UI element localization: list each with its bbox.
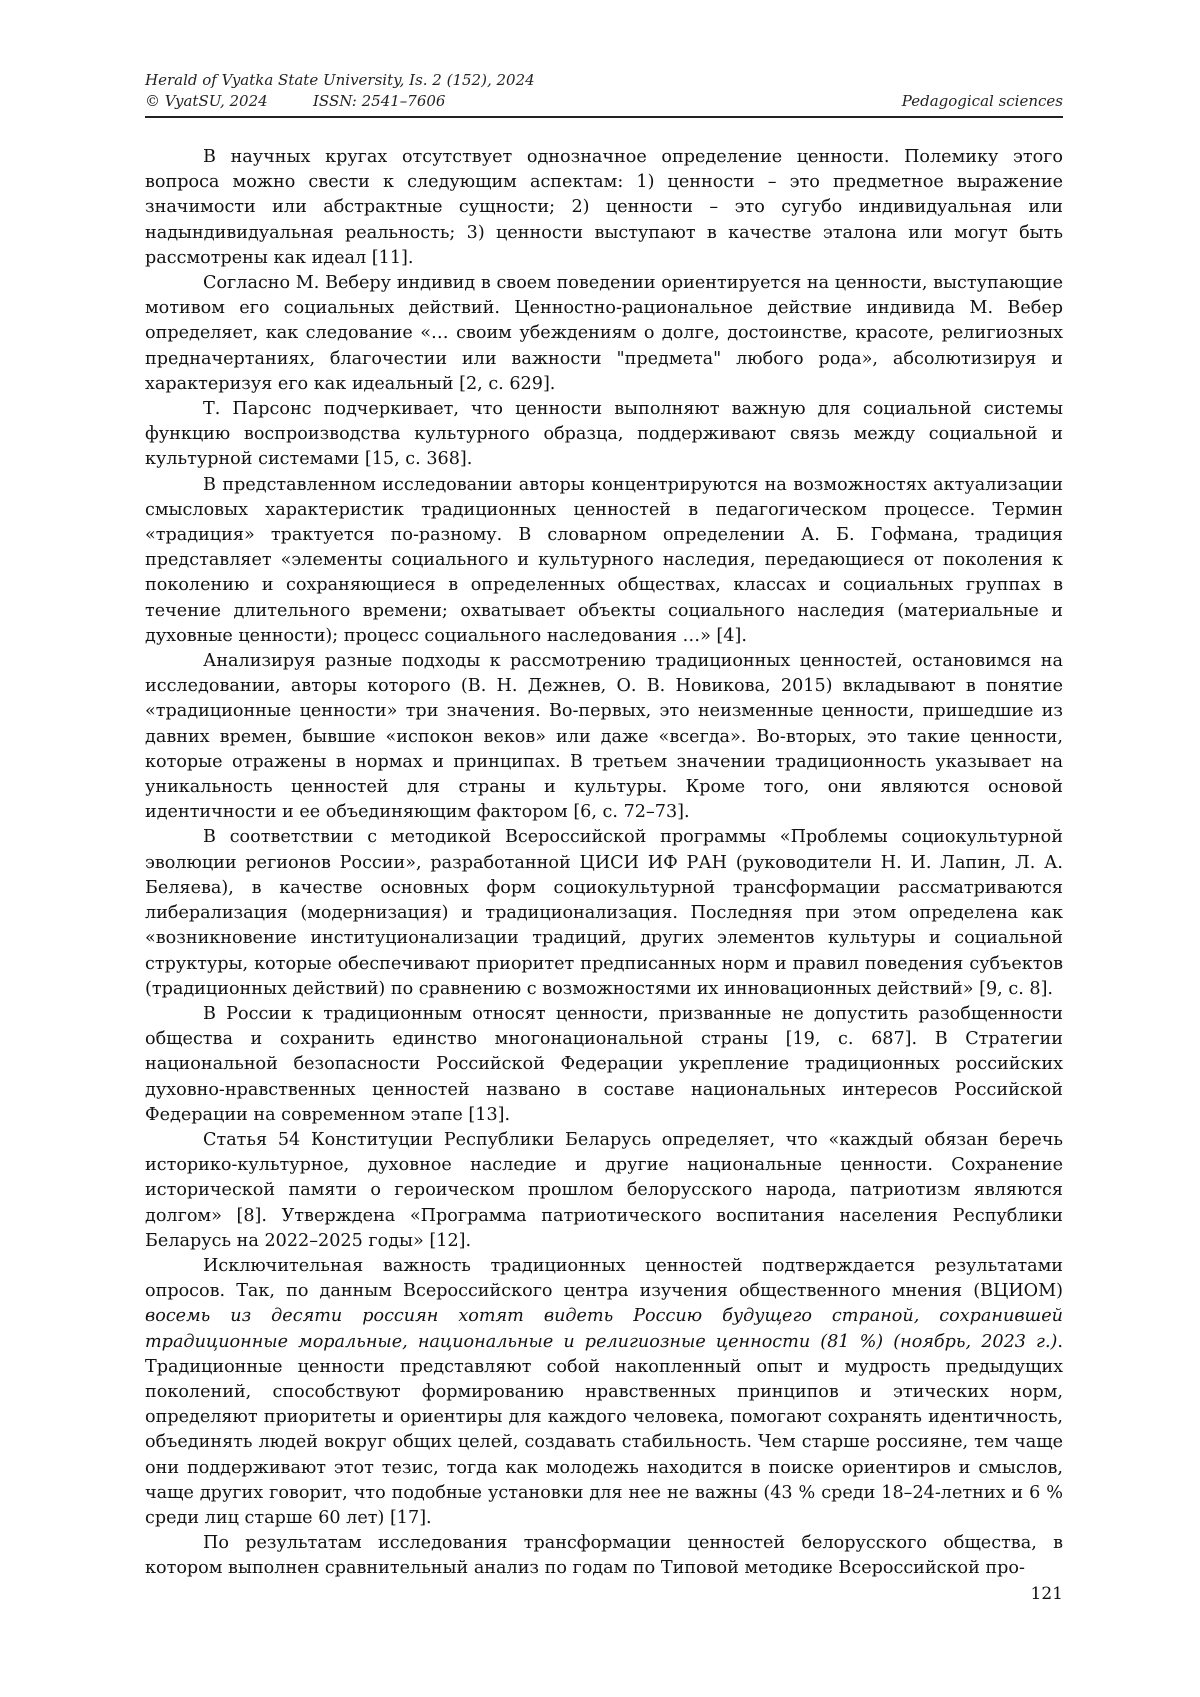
section-name: Pedagogical sciences: [901, 92, 1063, 110]
running-header: [145, 70, 1063, 112]
copyright: © VyatSU, 2024: [145, 92, 268, 110]
paragraph: Анализируя разные подходы к рассмотрению традиционных ценностей, остановимся на исследовании, авторы которого (В. Н. Дежнев, О. В. Новикова, 2015) вкладывают в понятие «традиционные ценности» три значения. Во-первых, это неизменные ценности, пришедшие из давних времен, бывшие «испокон веков» или даже «всегда». Во-вторых, это такие ценности, которые отражены в нормах и принципах. В третьем значении традиционность указывает на уникальность ценностей для страны и культуры. Кроме того, они являются основой идентичности и ее объединяющим фактором [6, с. 72–73].: [145, 651, 1063, 823]
paragraph: Статья 54 Конституции Республики Беларусь определяет, что «каждый обязан беречь историко-культурное, духовное наследие и другие национальные ценности. Сохранение исторической памяти о героическом прошлом белорусского народа, патриотизм являются долгом» [8]. Утверждена «Программа патриотического воспитания населения Республики Беларусь на 2022–2025 годы» [12].: [145, 1129, 1063, 1251]
paragraph-text: . Традиционные ценности представляют собой накопленный опыт и мудрость предыдущих поколений, способствуют формированию нравственных принципов и этических норм, определяют приоритеты и ориентиры для каждого человека, помогают сохранять идентичность, объединять людей вокруг общих целей, создавать стабильность. Чем старше россияне, тем чаще они поддерживают этот тезис, тогда как молодежь находится в поиске ориентиров и смыслов, чаще других говорит, что подобные установки для нее не важны (43 % среди 18–24-летних и 6 % среди лиц старше 60 лет) [17].: [145, 1331, 1063, 1528]
header-meta-line: [145, 90, 1063, 112]
paragraph: Согласно М. Веберу индивид в своем поведении ориентируется на ценности, выступающие мотивом его социальных действий. Ценностно-рациональное действие индивида М. Вебер определяет, как следование «… своим убеждениям о долге, достоинстве, красоте, религиозных предначертаниях, благочестии или важности "предмета" любого рода», абсолютизируя и характеризуя его как идеальный [2, с. 629].: [145, 273, 1063, 394]
paragraph-text: Исключительная важность традиционных ценностей подтверждается результатами опросов. Так, по данным Всероссийского центра изучения общественного мнения (ВЦИОМ): [145, 1255, 1063, 1302]
article-body: [145, 145, 1063, 1582]
journal-title: Herald of Vyatka State University, Is. 2 (152), 2024: [145, 71, 535, 89]
paragraph: [145, 1254, 1063, 1531]
paragraph: В представленном исследовании авторы концентрируются на возможностях актуализации смысловых характеристик традиционных ценностей в педагогическом процессе. Термин «традиция» трактуется по-разному. В словарном определении А. Б. Гофмана, традиция представляет «элементы социального и культурного наследия, передающиеся от поколения к поколению и сохраняющиеся в определенных обществах, классах и социальных группах в течение длительного времени; охватывает объекты социального наследия (материальные и духовные ценности); процесс социального наследования …» [4].: [145, 474, 1063, 646]
header-rule: [145, 116, 1063, 118]
paragraph: В соответствии с методикой Всероссийской программы «Проблемы социокультурной эволюции регионов России», разработанной ЦИСИ ИФ РАН (руководители Н. И. Лапин, Л. А. Беляева), в качестве основных форм социокультурной трансформации рассматриваются либерализация (модернизация) и традиционализация. Последняя при этом определена как «возникновение институционализации традиций, других элементов культуры и социальной структуры, которые обеспечивают приоритет предписанных норм и правил поведения субъектов (традиционных действий) по сравнению с возможностями их инновационных действий» [9, с. 8].: [145, 827, 1063, 999]
paragraph: В России к традиционным относят ценности, призванные не допустить разобщенности общества и сохранить единство многонациональной страны [19, с. 687]. В Стратегии национальной безопасности Российской Федерации укрепление традиционных российских духовно-нравственных ценностей названо в составе национальных интересов Российской Федерации на современном этапе [13].: [145, 1003, 1063, 1125]
paragraph: Т. Парсонс подчеркивает, что ценности выполняют важную для социальной системы функцию воспроизводства культурного образца, поддерживают связь между социальной и культурной системами [15, с. 368].: [145, 399, 1063, 470]
paragraph: По результатам исследования трансформации ценностей белорусского общества, в котором выполнен сравнительный анализ по годам по Типовой методике Всероссийской про-: [145, 1533, 1063, 1579]
paragraph: В научных кругах отсутствует однозначное определение ценности. Полемику этого вопроса можно свести к следующим аспектам: 1) ценности – это предметное выражение значимости или абстрактные сущности; 2) ценности – это сугубо индивидуальная или надындивидуальная реальность; 3) ценности выступают в качестве эталона или могут быть рассмотрены как идеал [11].: [145, 147, 1063, 268]
page-number: 121: [1030, 1584, 1063, 1604]
survey-quote: восемь из десяти россиян хотят видеть Россию будущего страной, сохранившей традиционные моральные, национальные и религиозные ценности (81 %) (ноябрь, 2023 г.): [145, 1306, 1063, 1352]
issn: ISSN: 2541–7606: [313, 92, 446, 110]
